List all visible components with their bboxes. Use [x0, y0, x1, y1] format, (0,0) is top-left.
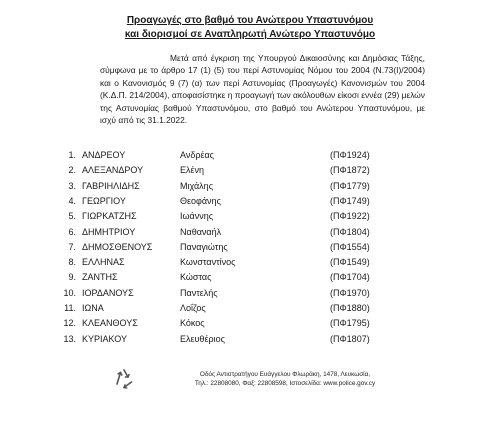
- officer-surname: ΚΥΡΙΑΚΟΥ: [82, 333, 127, 344]
- officer-number: 6.: [68, 226, 76, 237]
- officer-surname: ΔΗΜΟΣΘΕΝΟΥΣ: [82, 241, 153, 252]
- officer-code: (ΠΦ1804): [330, 226, 370, 237]
- intro-paragraph: Μετά από έγκριση της Υπουργού Δικαιοσύνης και Δημόσιας Τάξης, σύμφωνα με το άρθρο 17 (1) (5) του περί Αστυνομίας Νόμου του 2004 (Ν.73(Ι)/2004) και ο Κανονισμός 9 (7) (α) των περί Αστυνομίας (Προαγωγές) Κανονισμών του 2004 (Κ.Δ.Π. 214/2004), αποφασίστηκε η προαγωγή των ακόλουθων είκοσι εννέα (29) μελών της Αστυνομίας βαθμού Υπαστυνόμου, στο βαθμό του Ανώτερου Υπαστυνόμου, με ισχύ από τις 31.1.2022.: [100, 53, 425, 126]
- officer-code: (ΠΦ1704): [330, 272, 370, 283]
- officer-given-name: Ιωάννης: [180, 211, 214, 222]
- officer-surname: ΖΑΝΤΗΣ: [82, 272, 118, 283]
- officer-code: (ΠΦ1549): [330, 257, 370, 268]
- officer-surname: ΑΝΔΡΕΟΥ: [82, 150, 126, 160]
- officer-code: (ΠΦ1749): [330, 195, 370, 206]
- officer-code: (ΠΦ1554): [330, 241, 370, 252]
- officer-given-name: Ελευθέριος: [180, 333, 225, 344]
- officer-code: (ΠΦ1924): [330, 150, 370, 160]
- officer-row: [0, 150, 500, 164]
- officer-code: (ΠΦ1779): [330, 180, 370, 191]
- officer-row: [0, 211, 500, 225]
- officer-number: 9.: [68, 272, 76, 283]
- officer-given-name: Παντελής: [180, 287, 218, 298]
- officer-code: (ΠΦ1880): [330, 303, 370, 313]
- officer-row: [0, 227, 500, 241]
- recycle-icon: [112, 367, 136, 391]
- officer-number: 2.: [68, 165, 76, 176]
- officer-code: (ΠΦ1795): [330, 318, 370, 329]
- officer-given-name: Κωνσταντίνος: [180, 257, 236, 268]
- officer-given-name: Ανδρέας: [180, 150, 215, 160]
- officer-row: [0, 257, 500, 271]
- officer-row: [0, 272, 500, 286]
- officer-given-name: Θεοφάνης: [180, 195, 221, 206]
- officer-given-name: Μιχάλης: [180, 180, 214, 191]
- officer-number: 12.: [63, 318, 76, 329]
- officer-row: [0, 165, 500, 179]
- officer-code: (ΠΦ1922): [330, 211, 370, 222]
- officer-surname: ΑΛΕΞΑΝΔΡΟΥ: [82, 165, 144, 176]
- officer-row: [0, 196, 500, 210]
- officer-surname: ΙΩΝΑ: [82, 303, 104, 313]
- officer-given-name: Ελένη: [180, 165, 205, 176]
- officer-given-name: Κώστας: [180, 272, 212, 283]
- officer-row: [0, 242, 500, 256]
- officer-code: (ΠΦ1807): [330, 333, 370, 344]
- officer-given-name: Κόκος: [180, 318, 205, 329]
- officer-number: 11.: [64, 303, 76, 313]
- footer-address: Οδός Αντιστρατήγου Ευάγγελου Φλωράκη, 1478, Λευκωσία,: [199, 371, 371, 378]
- officer-row: [0, 181, 500, 195]
- officer-row: [0, 288, 500, 302]
- officer-surname: ΓΕΩΡΓΙΟΥ: [82, 195, 126, 206]
- officer-number: 4.: [68, 195, 76, 206]
- officer-surname: ΓΙΩΡΚΑΤΖΗΣ: [82, 211, 137, 222]
- heading-line-2: και διορισμοί σε Αναπληρωτή Ανώτερο Υπαστυνόμο: [124, 29, 376, 40]
- officer-row: [0, 318, 500, 332]
- officer-given-name: Λοΐζος: [180, 303, 206, 313]
- officer-given-name: Παναγιώτης: [180, 241, 228, 252]
- heading-line-1: Προαγωγές στο βαθμό του Ανώτερου Υπαστυνόμου: [126, 15, 374, 26]
- officer-code: (ΠΦ1872): [330, 165, 370, 176]
- officer-surname: ΓΑΒΡΙΗΛΙΔΗΣ: [82, 180, 140, 191]
- officer-number: 5.: [68, 211, 76, 222]
- officer-surname: ΙΟΡΔΑΝΟΥΣ: [82, 287, 134, 298]
- officer-number: 13.: [63, 333, 76, 344]
- footer-contact: Τηλ.: 22808080, Φαξ: 22808598, Ιστοσελίδα: www.police.gov.cy: [194, 380, 376, 387]
- officer-row: [0, 334, 500, 348]
- officer-row: [0, 303, 500, 317]
- officer-number: 1.: [68, 150, 76, 160]
- officer-number: 10.: [63, 287, 76, 298]
- officer-number: 3.: [68, 180, 76, 191]
- officer-surname: ΚΛΕΑΝΘΟΥΣ: [82, 318, 138, 329]
- officer-surname: ΔΗΜΗΤΡΙΟΥ: [82, 226, 136, 237]
- officer-given-name: Ναθαναήλ: [180, 226, 222, 237]
- officer-surname: ΕΛΛΗΝΑΣ: [82, 257, 125, 268]
- officer-code: (ΠΦ1970): [330, 287, 370, 298]
- officer-number: 7.: [68, 241, 76, 252]
- officer-number: 8.: [68, 257, 76, 268]
